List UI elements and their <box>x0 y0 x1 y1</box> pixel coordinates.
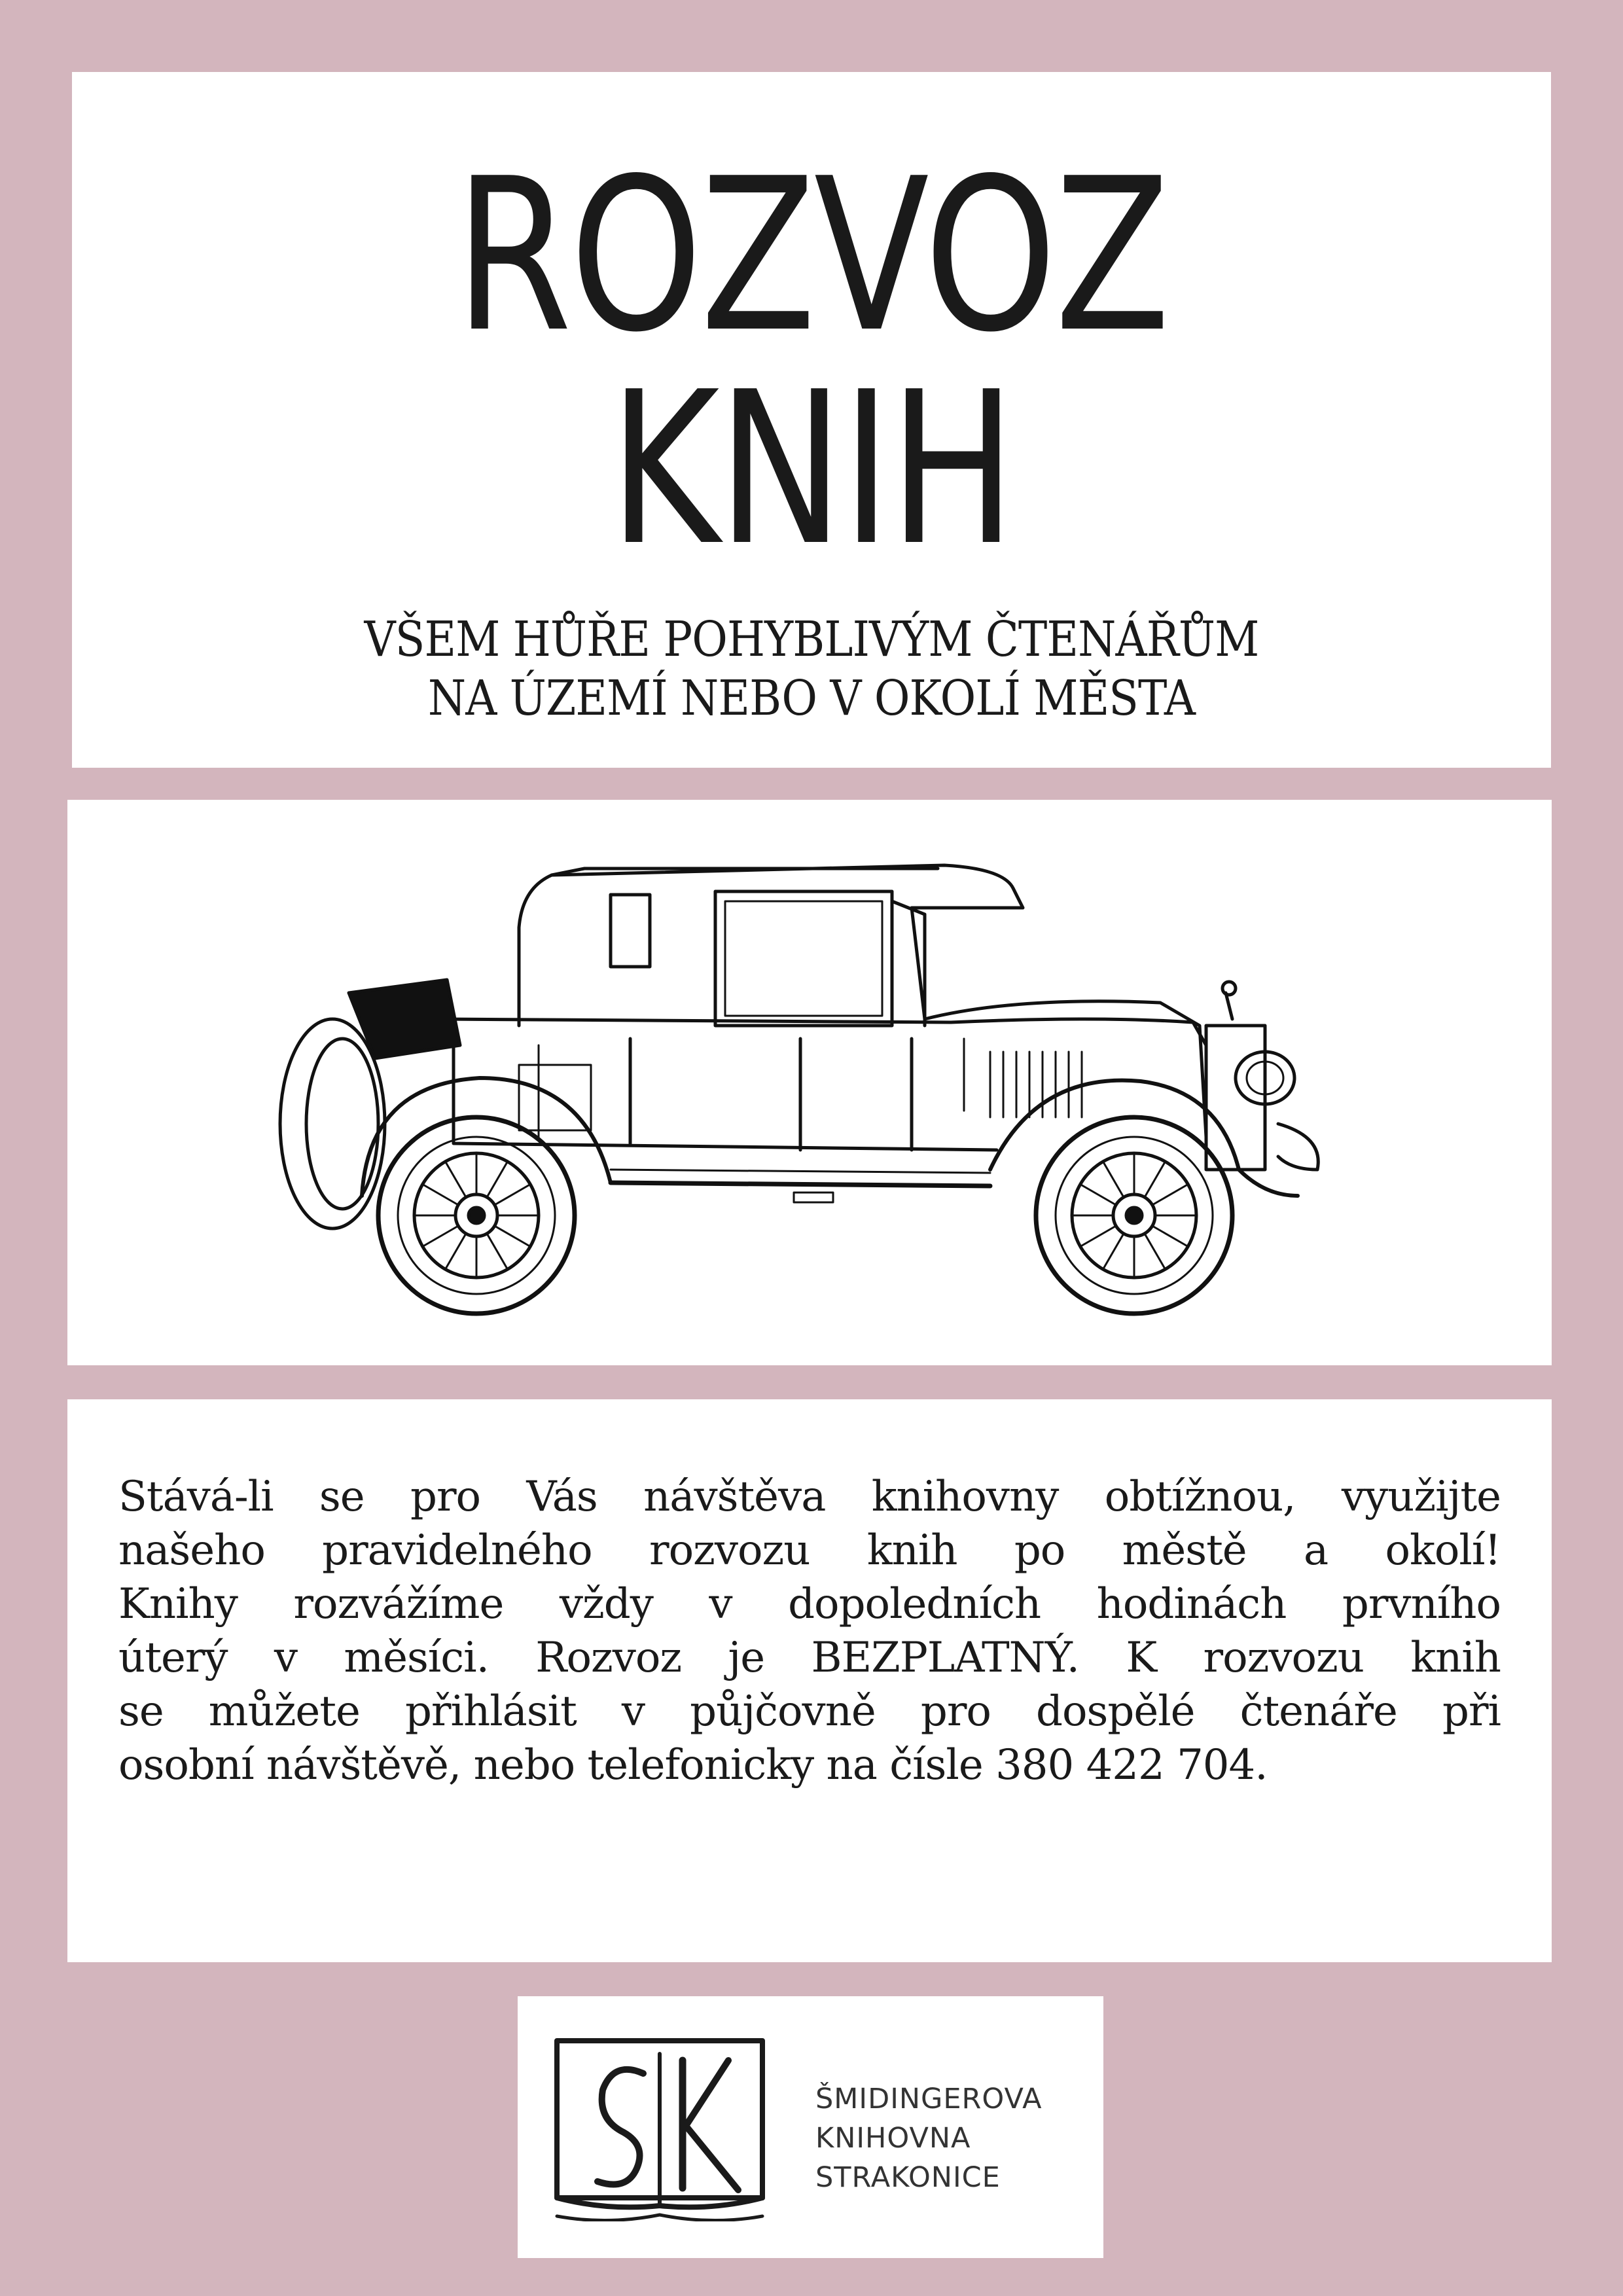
body-line: úterý v měsíci. Rozvoz je BEZPLATNÝ. K rozvozu knih <box>118 1634 1501 1682</box>
headline-line-1: ROZVOZ <box>455 133 1168 378</box>
library-name-line-2: KNIHOVNA <box>815 2122 971 2155</box>
library-logo-panel <box>518 1996 1103 2258</box>
body-text-panel <box>67 1399 1552 1962</box>
body-line: Knihy rozvážíme vždy v dopoledních hodinách prvního <box>118 1580 1501 1628</box>
illustration-panel <box>67 800 1552 1365</box>
library-name-line-3: STRAKONICE <box>815 2161 1001 2194</box>
subheadline-line-1: VŠEM HŮŘE POHYBLIVÝM ČTENÁŘŮM <box>364 611 1259 668</box>
body-line: osobní návštěvě, nebo telefonicky na čísle 380 422 704. <box>118 1741 1268 1789</box>
sk-book-logo-icon <box>552 2034 768 2221</box>
title-panel <box>72 72 1551 768</box>
subheadline-line-2: NA ÚZEMÍ NEBO V OKOLÍ MĚSTA <box>427 670 1196 726</box>
headline-line-2: KNIH <box>609 346 1014 592</box>
vintage-car-illustration <box>244 829 1429 1340</box>
body-line: našeho pravidelného rozvozu knih po městě a okolí! <box>118 1526 1501 1575</box>
library-name-line-1: ŠMIDINGEROVA <box>815 2083 1043 2115</box>
body-line: Stává-li se pro Vás návštěva knihovny obtížnou, využijte <box>118 1473 1501 1521</box>
body-line: se můžete přihlásit v půjčovně pro dospělé čtenáře při <box>118 1687 1501 1736</box>
body-paragraph <box>118 1470 1501 1792</box>
